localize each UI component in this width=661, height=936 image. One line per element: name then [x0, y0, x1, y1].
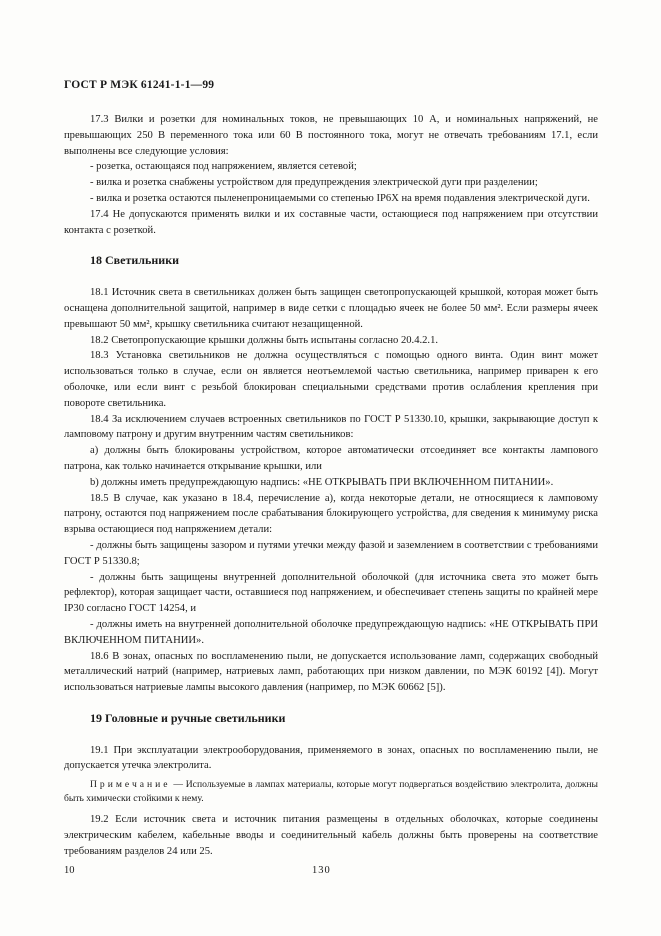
paragraph-17-3-item: - вилка и розетка снабжены устройством для предупреждения электрической дуги при разделении;	[90, 177, 538, 189]
paragraph-18-5-item: - должны быть защищены зазором и путями утечки между фазой и заземлением в соответствии с требованиями ГОСТ Р 51330.8;	[64, 539, 598, 567]
paragraph-17-3-item: - вилка и розетка остаются пыленепроницаемыми со степенью IP6X на время подавления электрической дуги.	[90, 192, 590, 204]
page-number: 10	[64, 865, 75, 876]
paragraph-18-2: 18.2 Светопропускающие крышки должны быть испытаны согласно 20.4.2.1.	[90, 334, 439, 346]
paragraph-18-5-item: - должны иметь на внутренней дополнительной оболочке предупреждающую надпись: «НЕ ОТКРЫВАТЬ ПРИ ВКЛЮЧЕННОМ ПИТАНИИ».	[64, 618, 598, 646]
paragraph-18-4: 18.4 За исключением случаев встроенных светильников по ГОСТ Р 51330.10, крышки, закрывающие доступ к ламповому патрону и другим внутренним частям светильников:	[64, 413, 598, 441]
paragraph-18-3: 18.3 Установка светильников не должна осуществляться с помощью одного винта. Один винт может использоваться только в случае, если он является неотъемлемой частью светильника, например приварен к его оболочке, или если винт с резьбой блокирован специальными средствами против ослабления крепления при повороте светильника.	[64, 350, 598, 409]
paragraph-18-4-item: а) должны быть блокированы устройством, которое автоматически отсоединяет все контакты лампового патрона, как только начинается открывание крышки, или	[64, 445, 598, 472]
document-header: ГОСТ Р МЭК 61241-1-1—99	[64, 79, 215, 91]
sheet-number: 130	[312, 865, 331, 876]
section-heading-19: 19 Головные и ручные светильники	[90, 710, 286, 725]
document-body	[64, 112, 598, 860]
paragraph-17-3: 17.3 Вилки и розетки для номинальных токов, не превышающих 10 А, и номинальных напряжений, не превышающих 250 В переменного тока или 60 В постоянного тока, могут не отвечать требованиям 17.1, если выполнены все следующие условия:	[64, 114, 598, 157]
paragraph-18-5: 18.5 В случае, как указано в 18.4, перечисление а), когда некоторые детали, не относящиеся к ламповому патрону, остаются под напряжением после срабатывания блокирующего устройства, для сведения к минимуму риска взрыва остающиеся под напряжением детали:	[64, 492, 598, 536]
note-label: Примечание	[90, 779, 171, 791]
paragraph-17-3-item: - розетка, остающаяся под напряжением, является сетевой;	[90, 161, 357, 173]
paragraph-18-1: 18.1 Источник света в светильниках должен быть защищен светопропускающей крышкой, которая может быть оснащена дополнительной защитой, например в виде сетки с площадью ячеек не более 50 мм². Если размеры ячеек превышают 50 мм², крышку светильника считают незащищенной.	[64, 287, 598, 330]
paragraph-18-4-item: b) должны иметь предупреждающую надпись: «НЕ ОТКРЫВАТЬ ПРИ ВКЛЮЧЕННОМ ПИТАНИИ».	[90, 476, 554, 488]
paragraph-18-6: 18.6 В зонах, опасных по воспламенению пыли, не допускается использование ламп, содержащих свободный металлический натрий (например, натриевых ламп, работающих при низком давлении, по МЭК 60192 [4]). Могут использоваться натриевые лампы высокого давления (например, по МЭК 60662 [5]).	[64, 650, 598, 694]
paragraph-18-5-item: - должны быть защищены внутренней дополнительной оболочкой (для источника света это может быть рефлектор), которая защищает части, оставшиеся под напряжением, и обеспечивает степень защиты по крайней мере IP30 согласно ГОСТ 14254, и	[64, 571, 598, 615]
section-heading-18: 18 Светильники	[90, 253, 180, 268]
note	[64, 778, 598, 806]
note-text: — Используемые в лампах материалы, которые могут подвергаться воздействию электролита, должны быть химически стойкими к нему.	[64, 779, 598, 805]
paragraph-19-2: 19.2 Если источник света и источник питания размещены в отдельных оболочках, которые соединены электрическим кабелем, кабельные вводы и соединительный кабель должны быть проверены на соответствие требованиям разделов 24 или 25.	[64, 814, 598, 857]
paragraph-17-4: 17.4 Не допускаются применять вилки и их составные части, остающиеся под напряжением при отсутствии контакта с розеткой.	[64, 208, 598, 236]
paragraph-19-1: 19.1 При эксплуатации электрооборудования, применяемого в зонах, опасных по воспламенению пыли, не допускается утечка электролита.	[64, 744, 598, 772]
